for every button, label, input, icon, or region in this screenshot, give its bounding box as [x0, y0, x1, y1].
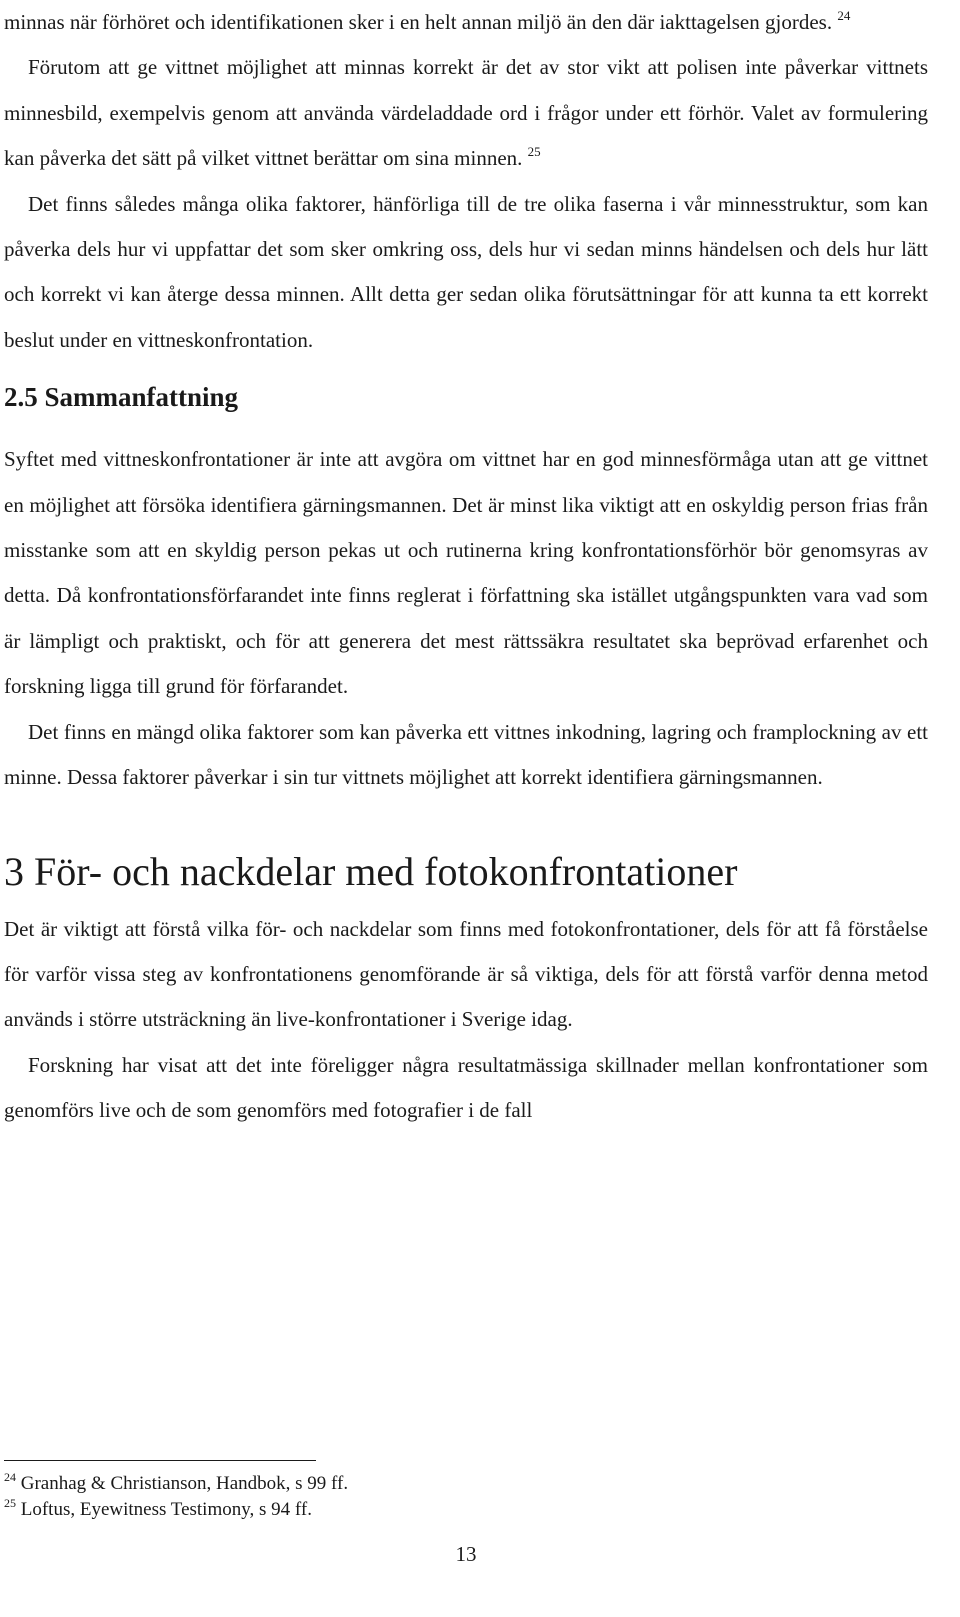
page-number: 13	[455, 1542, 477, 1566]
paragraph-pros-cons-intro: Det är viktigt att förstå vilka för- och nackdelar som finns med fotokonfrontationer, dels för att få förståelse för varför vissa steg av konfrontationens genomförande är så viktiga, dels för att förstå varför denna metod används i större utsträckning än live-konfrontationer i Sverige idag.	[4, 916, 928, 1032]
document-page	[4, 0, 928, 1134]
footnote-ref-24[interactable]: 24	[837, 8, 851, 23]
footnote-ref-25[interactable]: 25	[527, 144, 541, 160]
paragraph-police-influence: Förutom att ge vittnet möjlighet att minnas korrekt är det av stor vikt att polisen inte påverkar vittnets minnesbild, exempelvis genom att använda värdeladdade ord i frågor under ett förhör. Valet av formulering kan påverka det sätt på vilket vittnet berättar om sina minnen. $^{25}$	[4, 55, 928, 171]
paragraph-continued: minnas när förhöret och identifikationen sker i en helt annan miljö än den där iakttagelsen gjordes. $^{24}$	[4, 8, 851, 34]
paragraph-summary-purpose: Syftet med vittneskonfrontationer är inte att avgöra om vittnet har en god minnesförmåga utan att ge vittnet en möjlighet att försöka identifiera gärningsmannen. Det är minst lika viktigt att en oskyldig person frias från misstanke som att en skyldig person pekas ut och rutinerna kring konfrontationsförhör bör genomsyras av detta. Då konfrontationsförfarandet inte finns reglerat i författning ska istället utgångspunkten vara vad som är lämpligt och praktiskt, och för att generera det mest rättssäkra resultatet ska beprövad erfarenhet och forskning ligga till grund för förfarandet.	[4, 447, 928, 699]
footnote-24: $^{24}$ Granhag & Christianson, Handbok, s 99 ff.	[4, 1470, 349, 1494]
paragraph-memory-factors: Det finns således många olika faktorer, hänförliga till de tre olika faserna i vår minnesstruktur, som kan påverka dels hur vi uppfattar det som sker omkring oss, dels hur vi sedan minns händelsen och dels hur lätt och korrekt vi kan återge dessa minnen. Allt detta ger sedan olika förutsättningar för att kunna ta ett korrekt beslut under en vittneskonfrontation.	[4, 191, 928, 352]
section-heading-2-5: 2.5 Sammanfattning	[4, 382, 239, 413]
footnote-divider	[4, 1460, 316, 1461]
paragraph-research: Forskning har visat att det inte föreligger några resultatmässiga skillnader mellan konfrontationer som genomförs live och de som genomförs med fotografier i de fall	[4, 1052, 928, 1123]
footnote-25: $^{25}$ Loftus, Eyewitness Testimony, s 94 ff.	[4, 1496, 312, 1520]
footnotes	[4, 1471, 348, 1523]
chapter-heading-3: 3 För- och nackdelar med fotokonfrontationer	[4, 848, 738, 894]
paragraph-summary-factors: Det finns en mängd olika faktorer som kan påverka ett vittnes inkodning, lagring och framplockning av ett minne. Dessa faktorer påverkar i sin tur vittnets möjlighet att korrekt identifiera gärningsmannen.	[4, 719, 928, 790]
